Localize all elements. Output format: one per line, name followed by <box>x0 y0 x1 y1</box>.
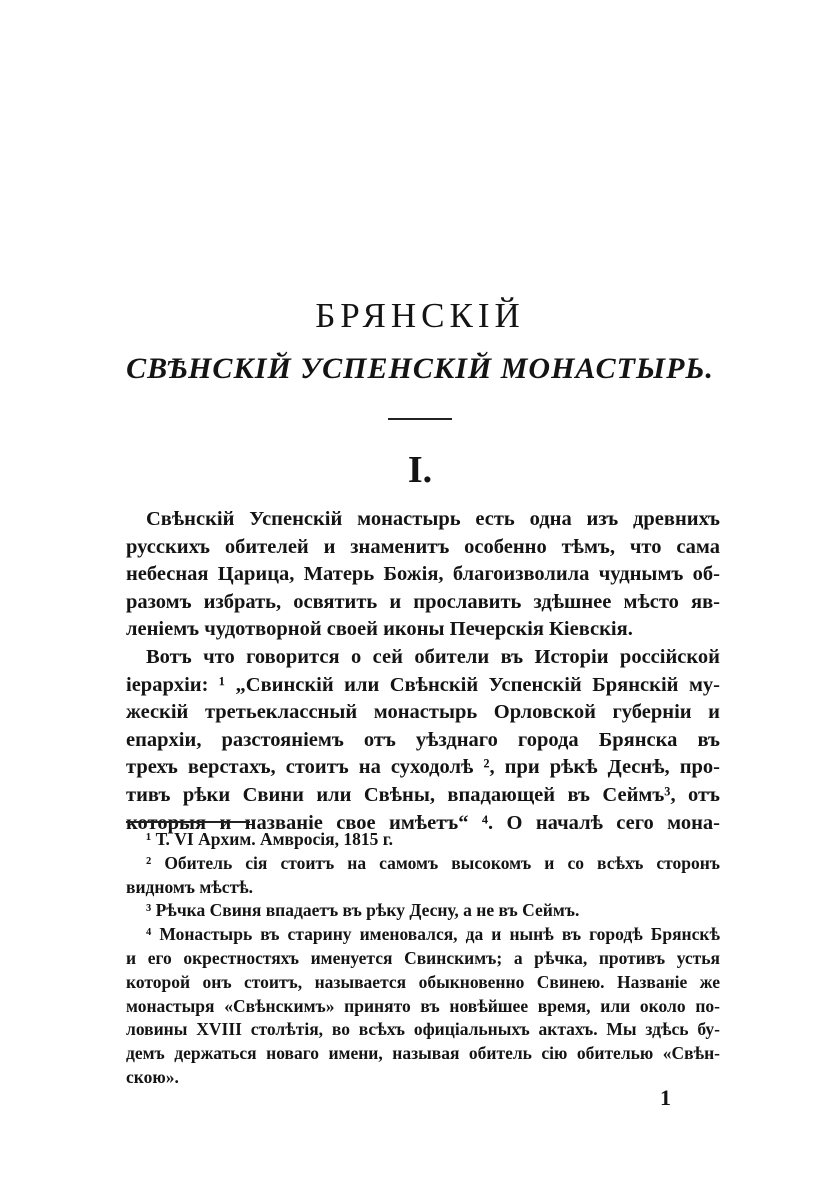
page-title: БРЯНСКІЙ <box>315 296 525 335</box>
footnote-line: которой онъ стоитъ, называется обыкновенно Свинею. Названіе же <box>126 971 720 992</box>
body-line: которыя и названіе свое имѣетъ“ ⁴. О началѣ сего мона- <box>126 811 720 834</box>
body-line: трехъ верстахъ, стоитъ на суходолѣ ², при рѣкѣ Деснѣ, про- <box>126 756 720 779</box>
footnote-line: ⁴ Монастырь въ старину именовался, да и нынѣ въ городѣ Брянскѣ <box>146 924 720 945</box>
footnote-line: скою». <box>126 1066 179 1087</box>
footnote-separator <box>126 821 250 823</box>
footnote-line: ² Обитель сія стоитъ на самомъ высокомъ и со всѣхъ сторонъ <box>146 852 720 873</box>
footnote-line: ³ Рѣчка Свиня впадаетъ въ рѣку Десну, а не въ Сеймъ. <box>146 900 580 921</box>
body-line: разомъ избрать, освятить и прославить здѣшнее мѣсто яв- <box>126 590 720 613</box>
body-line: леніемъ чудотворной своей иконы Печерскія Кіевскія. <box>126 618 633 641</box>
body-line: небесная Царица, Матерь Божія, благоизволила чуднымъ об- <box>126 563 720 586</box>
footnote-line: демъ держаться новаго имени, называя обитель сію обителью «Свѣн- <box>126 1043 720 1064</box>
body-line: тивъ рѣки Свини или Свѣны, впадающей въ Сеймъ³, отъ <box>126 783 720 806</box>
page-subtitle: СВѢНСКІЙ УСПЕНСКІЙ МОНАСТЫРЬ. <box>126 352 714 385</box>
footnote-line: монастыря «Свѣнскимъ» принято въ новѣйшее время, или около по- <box>126 995 720 1016</box>
body-line: русскихъ обителей и знаменитъ особенно тѣмъ, что сама <box>126 535 720 558</box>
body-text <box>126 506 720 837</box>
title-divider <box>388 418 452 420</box>
body-line: Свѣнскій Успенскій монастырь есть одна изъ древнихъ <box>146 508 720 530</box>
page-number: 1 <box>660 1085 671 1110</box>
footnotes <box>126 828 720 1090</box>
body-line: епархіи, разстояніемъ отъ уѣзднаго города Брянска въ <box>126 728 720 751</box>
body-line: іерархіи: ¹ „Свинскій или Свѣнскій Успенскій Брянскій му- <box>126 673 720 696</box>
footnote-line: ловины XVIII столѣтія, во всѣхъ офиціальныхъ актахъ. Мы здѣсь бу- <box>126 1019 720 1040</box>
body-line: Вотъ что говорится о сей обители въ Исторіи россійской <box>146 645 720 668</box>
footnote-line: ¹ Т. VI Архим. Амвросія, 1815 г. <box>146 829 394 849</box>
footnote-line: и его окрестностяхъ именуется Свинскимъ; а рѣчка, противъ устья <box>126 947 720 968</box>
footnote-line: видномъ мѣстѣ. <box>126 876 254 897</box>
body-line: жескій третьеклассный монастырь Орловской губерніи и <box>126 701 720 724</box>
section-number: I. <box>407 449 433 491</box>
